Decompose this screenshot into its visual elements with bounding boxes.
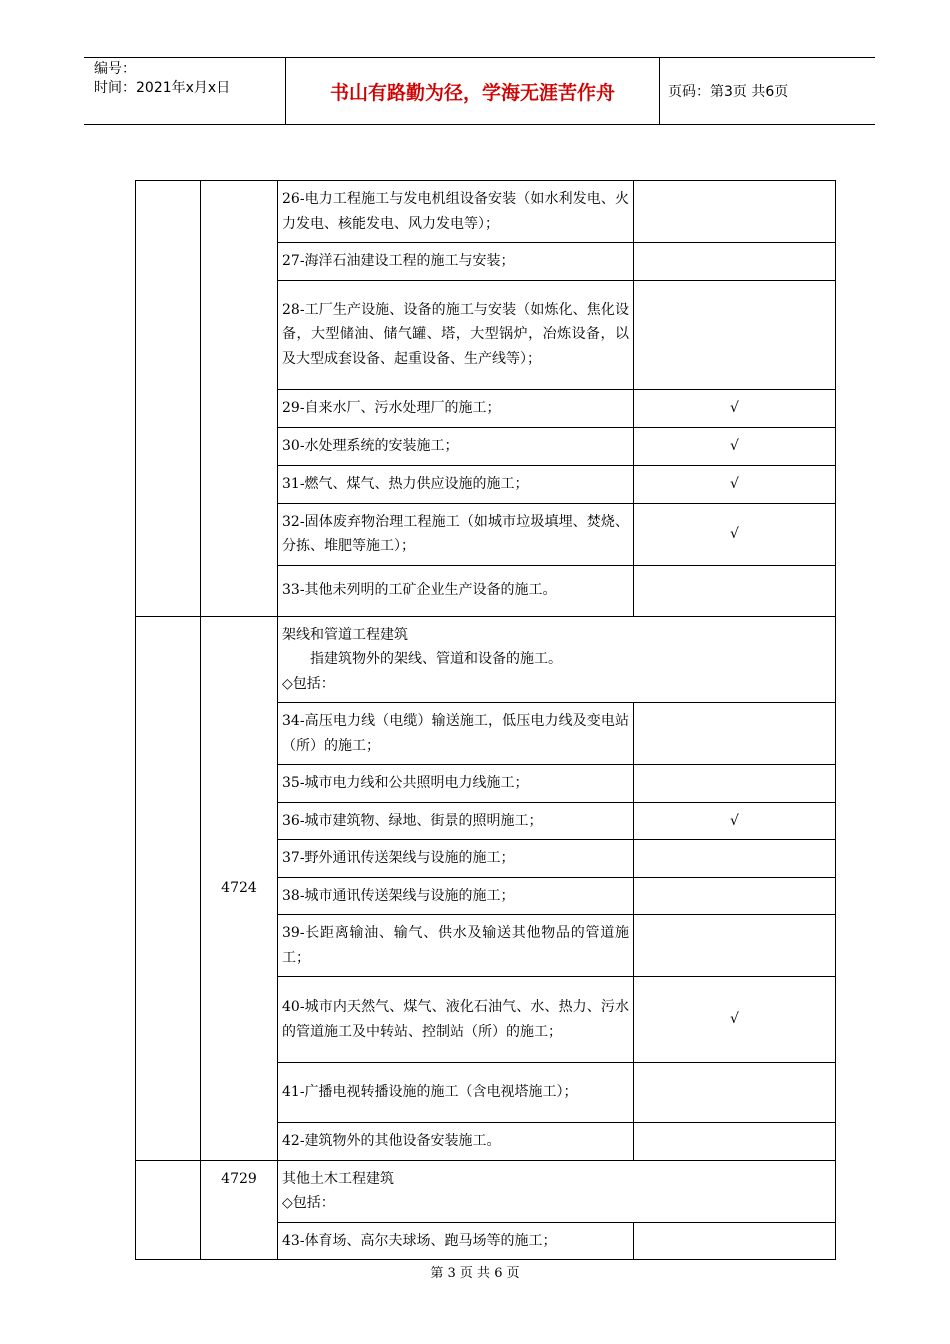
item-description: 43-体育场、高尔夫球场、跑马场等的施工； xyxy=(278,1222,634,1260)
check-mark xyxy=(634,765,836,803)
header-motto: 书山有路勤为径，学海无涯苦作舟 xyxy=(329,81,615,104)
item-description: 30-水处理系统的安装施工； xyxy=(278,427,634,465)
section-code: 4724 xyxy=(201,616,278,1160)
code-cell xyxy=(201,181,278,617)
check-mark: √ xyxy=(634,503,836,565)
table-row xyxy=(136,616,836,703)
check-mark: √ xyxy=(634,389,836,427)
item-description: 37-野外通讯传送架线与设施的施工； xyxy=(278,840,634,878)
check-mark xyxy=(634,181,836,243)
section-header xyxy=(278,616,836,703)
header-divider xyxy=(659,58,660,124)
category-cell xyxy=(136,616,201,1160)
category-cell xyxy=(136,1160,201,1260)
check-mark xyxy=(634,280,836,389)
check-mark xyxy=(634,877,836,915)
item-description: 27-海洋石油建设工程的施工与安装； xyxy=(278,243,634,281)
check-mark xyxy=(634,915,836,977)
check-mark xyxy=(634,243,836,281)
table-row xyxy=(136,181,836,243)
table-row xyxy=(136,1160,836,1222)
check-mark xyxy=(634,703,836,765)
section-include-label: ◇包括： xyxy=(282,1195,335,1211)
item-description: 29-自来水厂、污水处理厂的施工； xyxy=(278,389,634,427)
check-mark xyxy=(634,1123,836,1161)
category-cell xyxy=(136,181,201,617)
check-mark xyxy=(634,1063,836,1123)
header-meta xyxy=(94,60,230,98)
item-description: 32-固体废弃物治理工程施工（如城市垃圾填埋、焚烧、分拣、堆肥等施工）； xyxy=(278,503,634,565)
item-description: 35-城市电力线和公共照明电力线施工； xyxy=(278,765,634,803)
item-description: 31-燃气、煤气、热力供应设施的施工； xyxy=(278,465,634,503)
item-description: 33-其他未列明的工矿企业生产设备的施工。 xyxy=(278,565,634,616)
page-footer: 第 3 页 共 6 页 xyxy=(430,1266,520,1281)
document-date: 时间：2021年x月x日 xyxy=(94,80,231,96)
document-number-label: 编号： xyxy=(94,61,136,77)
page-header xyxy=(84,57,875,125)
item-description: 40-城市内天然气、煤气、液化石油气、水、热力、污水的管道施工及中转站、控制站（所）的施工； xyxy=(278,977,634,1063)
item-description: 34-高压电力线（电缆）输送施工，低压电力线及变电站（所）的施工； xyxy=(278,703,634,765)
item-description: 39-长距离输油、输气、供水及输送其他物品的管道施工； xyxy=(278,915,634,977)
item-description: 42-建筑物外的其他设备安装施工。 xyxy=(278,1123,634,1161)
item-description: 41-广播电视转播设施的施工（含电视塔施工）； xyxy=(278,1063,634,1123)
section-title: 架线和管道工程建筑 xyxy=(282,626,408,643)
check-mark xyxy=(634,840,836,878)
section-code: 4729 xyxy=(201,1160,278,1260)
section-include-label: ◇包括： xyxy=(282,675,335,692)
item-description: 36-城市建筑物、绿地、街景的照明施工； xyxy=(278,802,634,840)
item-description: 28-工厂生产设施、设备的施工与安装（如炼化、焦化设备，大型储油、储气罐、塔，大型锅炉，冶炼设备，以及大型成套设备、起重设备、生产线等）； xyxy=(278,280,634,389)
check-mark: √ xyxy=(634,427,836,465)
header-page-number: 页码：第3页 共6页 xyxy=(668,84,789,100)
section-header xyxy=(278,1160,836,1222)
section-title: 其他土木工程建筑 xyxy=(282,1170,394,1187)
check-mark xyxy=(634,1222,836,1260)
check-mark: √ xyxy=(634,977,836,1063)
check-mark: √ xyxy=(634,802,836,840)
item-description: 26-电力工程施工与发电机组设备安装（如水利发电、火力发电、核能发电、风力发电等）； xyxy=(278,181,634,243)
industry-classification-table xyxy=(135,180,836,1260)
section-definition: 指建筑物外的架线、管道和设备的施工。 xyxy=(310,651,562,667)
item-description: 38-城市通讯传送架线与设施的施工； xyxy=(278,877,634,915)
check-mark xyxy=(634,565,836,616)
check-mark: √ xyxy=(634,465,836,503)
